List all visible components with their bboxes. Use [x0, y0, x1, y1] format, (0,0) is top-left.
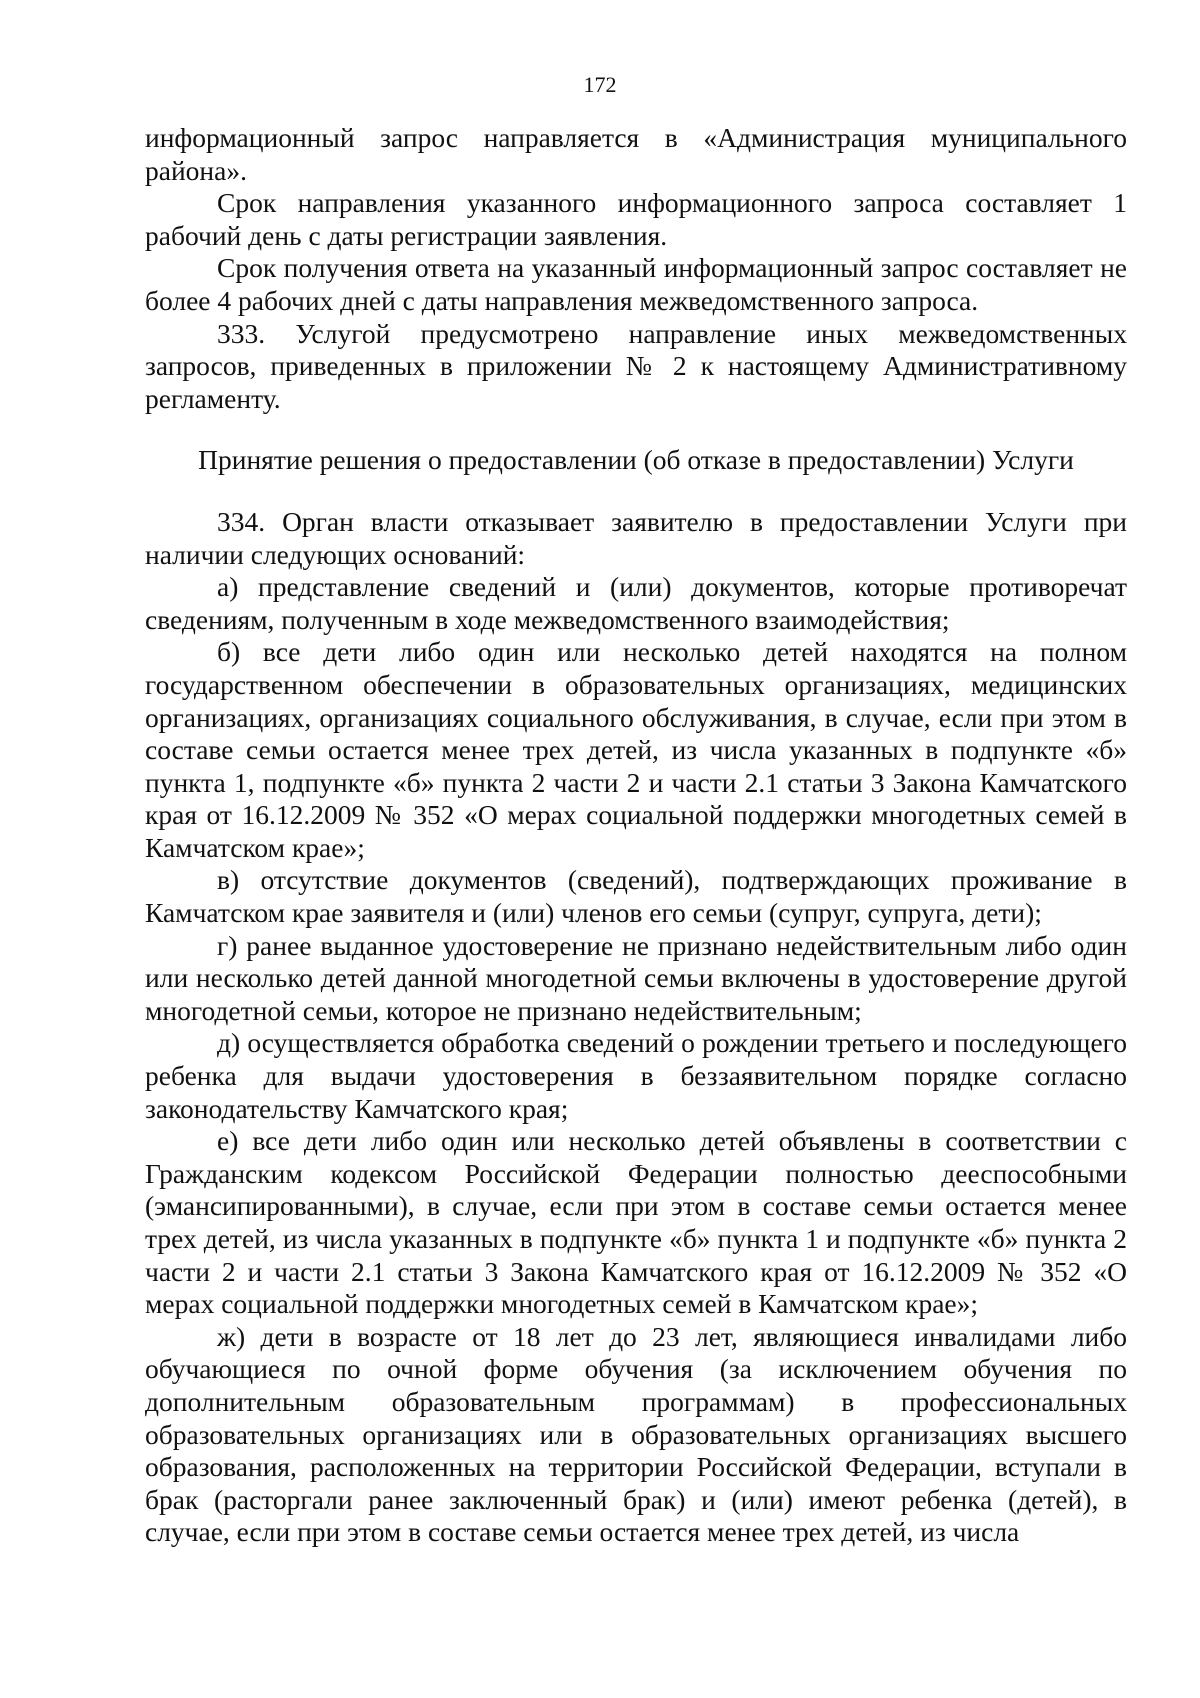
paragraph-request-deadline: Срок направления указанного информационного запроса составляет 1 рабочий день с даты регистрации заявления. — [145, 187, 1127, 251]
section-heading: Принятие решения о предоставлении (об отказе в предоставлении) Услуги — [198, 444, 1074, 476]
list-item-b: б) все дети либо один или несколько детей находятся на полном государственном обеспечении в образовательных организациях, медицинских организациях, организациях социального обслуживания, в случае, если при этом в составе семьи остается менее трех детей, из числа указанных в подпункте «б» пункта 1, подпункте «б» пункта 2 части 2 и части 2.1 статьи 3 Закона Камчатского края от 16.12.2009 № 352 «О мерах социальной поддержки многодетных семей в Камчатском крае»; — [145, 636, 1127, 863]
paragraph-334: 334. Орган власти отказывает заявителю в предоставлении Услуги при наличии следующих оснований: — [145, 505, 1127, 570]
list-item-e: е) все дети либо один или несколько детей объявлены в соответствии с Гражданским кодексом Российской Федерации полностью дееспособными (эмансипированными), в случае, если при этом в составе семьи остается менее трех детей, из числа указанных в подпункте «б» пункта 1 и подпункте «б» пункта 2 части 2 и части 2.1 статьи 3 Закона Камчатского края от 16.12.2009 № 352 «О мерах социальной поддержки многодетных семей в Камчатском крае»; — [145, 1125, 1127, 1320]
list-item-a: а) представление сведений и (или) документов, которые противоречат сведениям, полученным в ходе межведомственного взаимодействия; — [145, 571, 1127, 635]
list-item-zh: ж) дети в возрасте от 18 лет до 23 лет, являющиеся инвалидами либо обучающиеся по очной форме обучения (за исключением обучения по дополнительным образовательным программам) в профессиональных образовательных организациях или в образовательных организациях высшего образования, расположенных на территории Российской Федерации, вступали в брак (расторгали ранее заключенный брак) и (или) имеют ребенка (детей), в случае, если при этом в составе семьи остается менее трех детей, из числа — [145, 1320, 1127, 1548]
list-item-d: д) осуществляется обработка сведений о рождении третьего и последующего ребенка для выдачи удостоверения в беззаявительном порядке согласно законодательству Камчатского края; — [145, 1027, 1127, 1124]
paragraph-response-deadline: Срок получения ответа на указанный информационный запрос составляет не более 4 рабочих дней с даты направления межведомственного запроса. — [145, 252, 1127, 316]
document-body — [145, 122, 1127, 1549]
list-item-g: г) ранее выданное удостоверение не признано недействительным либо один или несколько детей данной многодетной семьи включены в удостоверение другой многодетной семьи, которое не признано недействительным; — [145, 929, 1127, 1026]
paragraph-continuation: информационный запрос направляется в «Администрация муниципального района». — [145, 122, 1127, 186]
list-item-v: в) отсутствие документов (сведений), подтверждающих проживание в Камчатском крае заявителя и (или) членов его семьи (супруг, супруга, дети); — [145, 864, 1127, 929]
page-number: 172 — [583, 72, 617, 97]
paragraph-333: 333. Услугой предусмотрено направление иных межведомственных запросов, приведенных в приложении № 2 к настоящему Административному регламенту. — [145, 317, 1127, 414]
